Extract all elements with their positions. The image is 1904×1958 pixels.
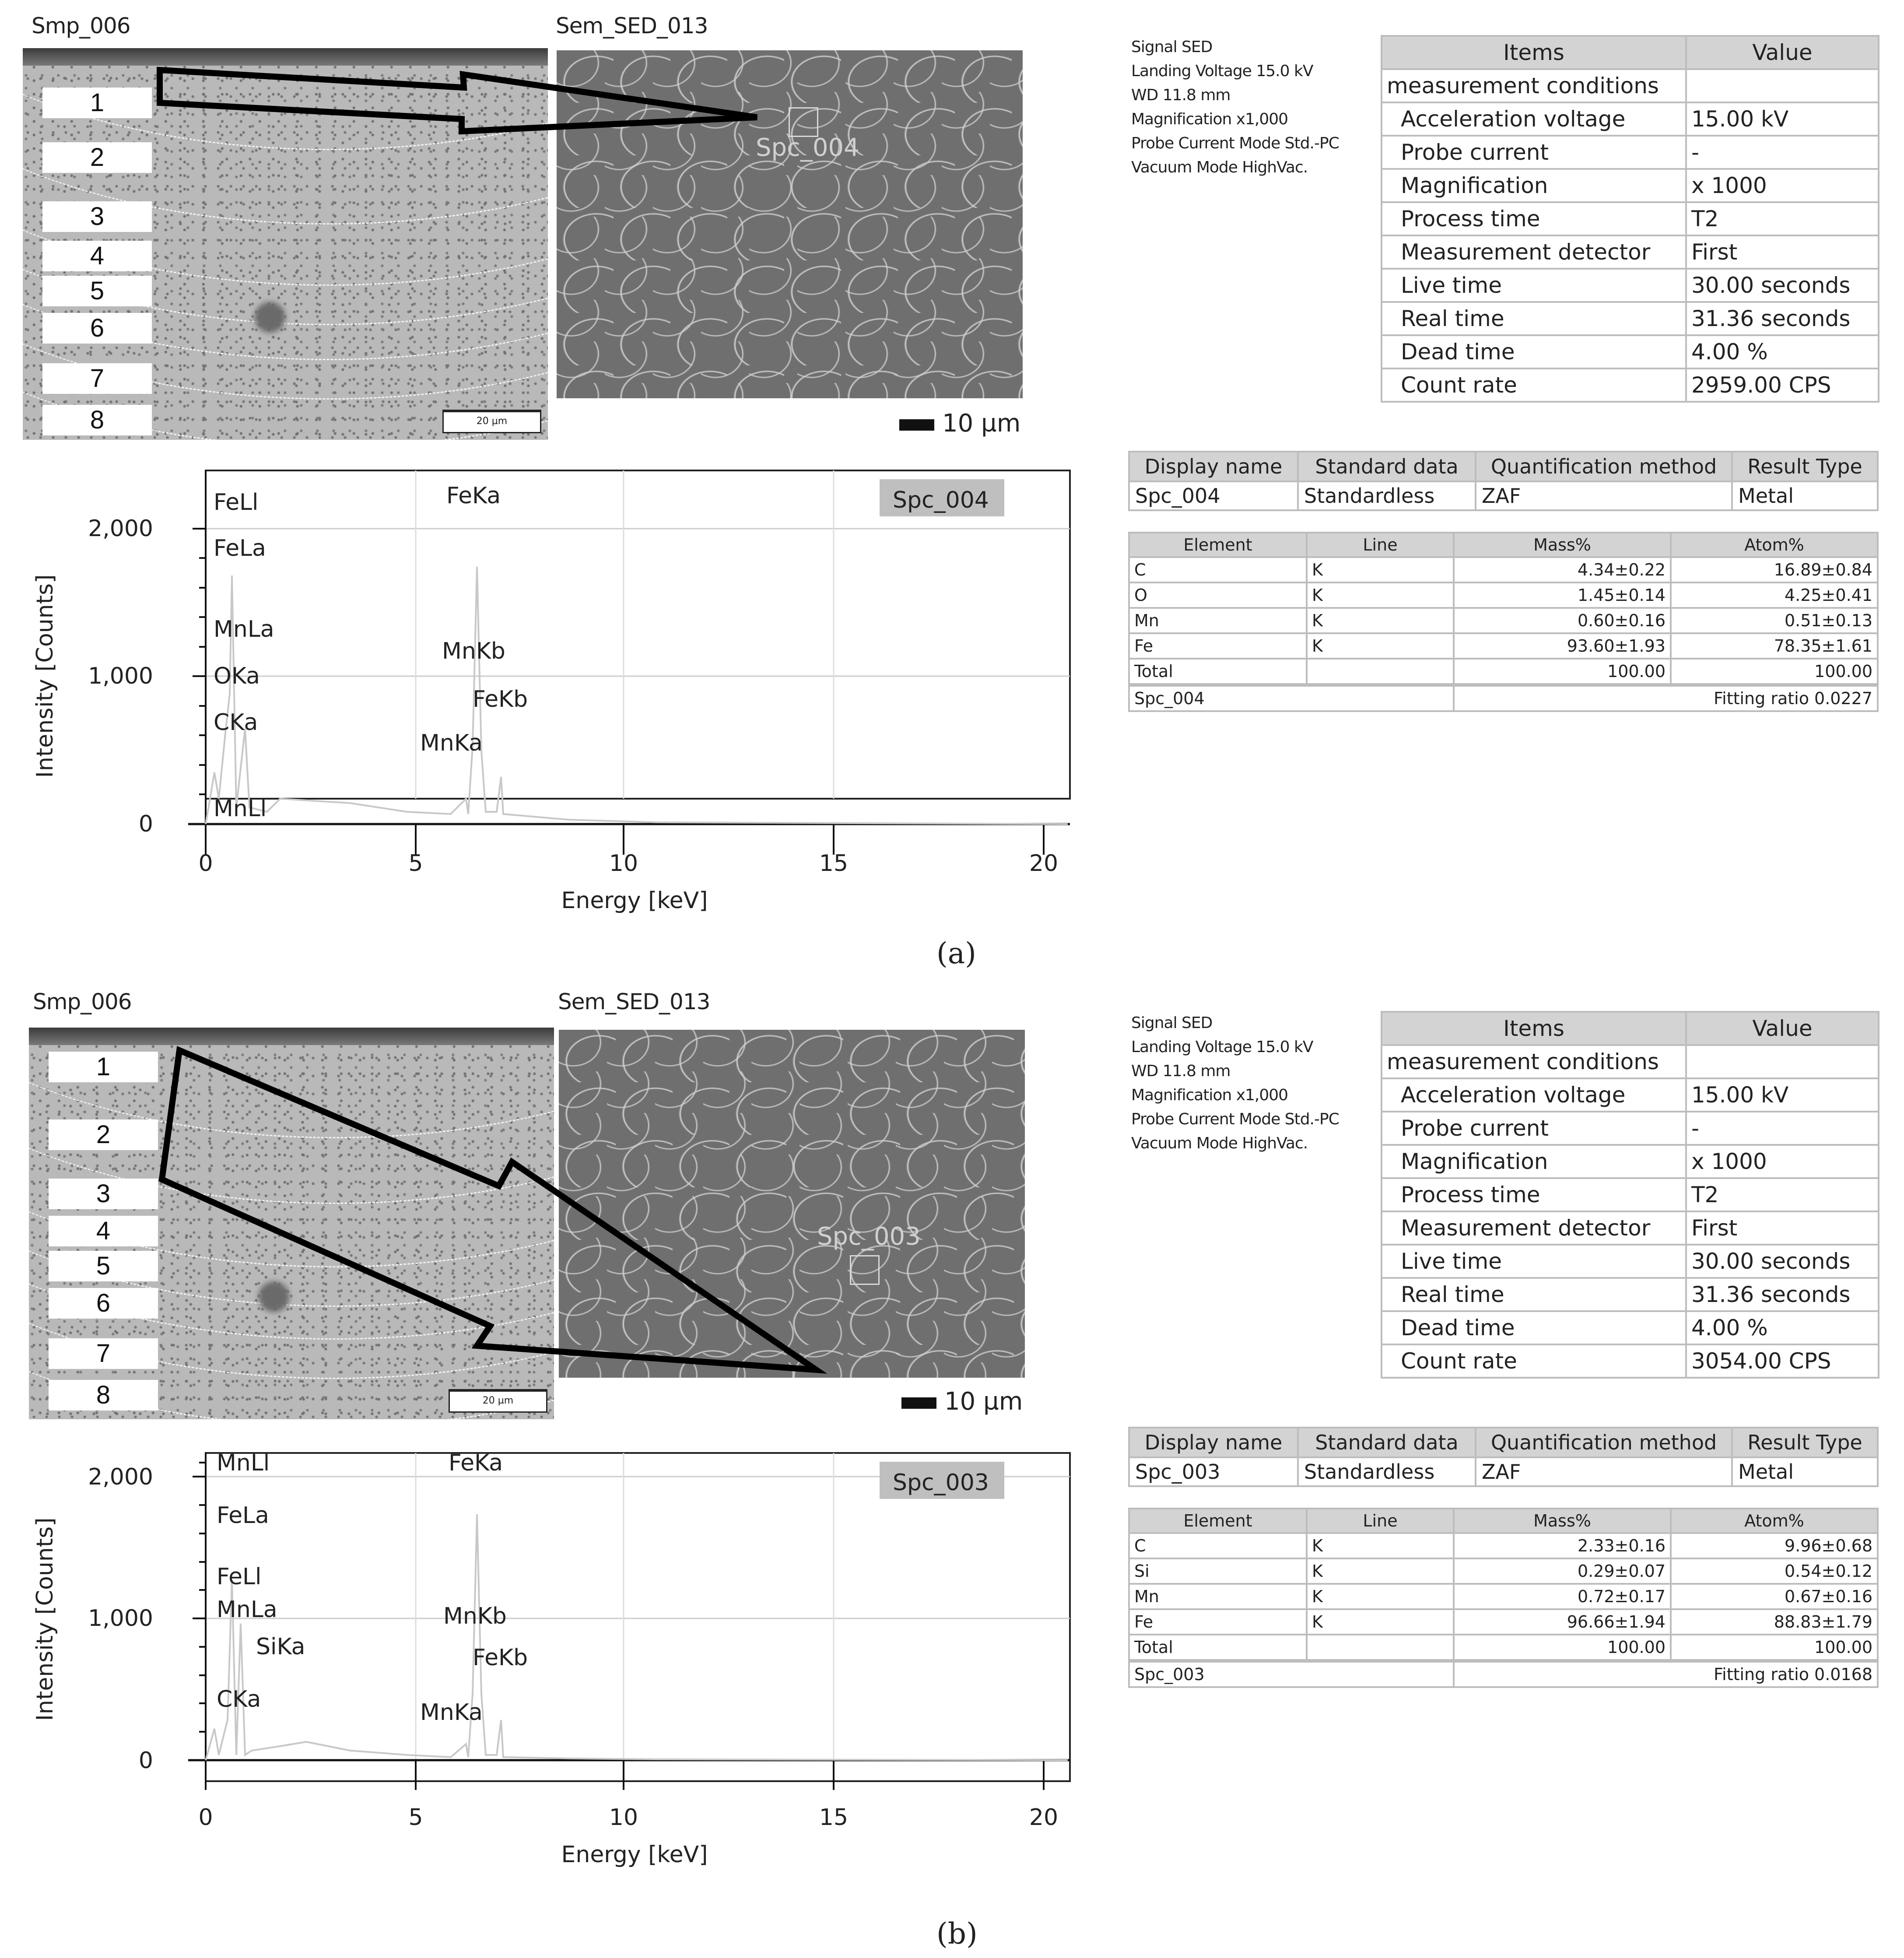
- svg-text:CKa: CKa: [217, 1686, 261, 1712]
- arrow-icon: [0, 0, 1072, 460]
- svg-text:MnLa: MnLa: [214, 616, 274, 642]
- scale-bar-20um: 20 µm: [449, 1389, 547, 1413]
- spectrum-chart: [0, 1449, 1072, 1908]
- caption: (b): [936, 1917, 978, 1951]
- table-row: Fe K 96.66±1.94 88.83±1.79: [1129, 1609, 1878, 1635]
- zone-label: 1: [49, 1052, 158, 1082]
- display-table: Display name Standard data Quantification method Result Type Spc_003 Standardless ZAF Metal: [1128, 1427, 1879, 1487]
- sample-label: Smp_006: [33, 989, 132, 1014]
- svg-text:Intensity [Counts]: Intensity [Counts]: [32, 574, 58, 778]
- table-row: Fe K 93.60±1.93 78.35±1.61: [1129, 633, 1878, 659]
- zone-label: 2: [42, 142, 152, 173]
- legend-label: Spc_004: [893, 487, 989, 513]
- svg-text:2,000: 2,000: [88, 1464, 153, 1490]
- svg-text:Energy [keV]: Energy [keV]: [561, 888, 708, 914]
- svg-text:MnLa: MnLa: [217, 1597, 277, 1623]
- svg-text:0: 0: [138, 1747, 153, 1774]
- table-row: O K 1.45±0.14 4.25±0.41: [1129, 582, 1878, 608]
- zone-label: 7: [42, 363, 152, 394]
- zone-label: 4: [42, 241, 152, 271]
- acquisition-params: Signal SED Landing Voltage 15.0 kV WD 11.8 mm Magnification x1,000 Probe Current Mode Std.-PC Vacuum Mode HighVac.: [1131, 1014, 1339, 1152]
- legend-label: Spc_003: [893, 1470, 989, 1496]
- spectrum-chart: [0, 466, 1072, 926]
- svg-text:1,000: 1,000: [88, 663, 153, 689]
- svg-text:FeLa: FeLa: [217, 1502, 269, 1529]
- svg-text:0: 0: [198, 1804, 213, 1831]
- scale-bar-10um: 10 µm: [899, 409, 1020, 438]
- zone-label: 2: [49, 1119, 158, 1150]
- zone-label: 6: [49, 1288, 158, 1319]
- conditions-table: Items Value measurement conditions Acceleration voltage 15.00 kV Probe current - Magnification x 1000 Process time T2 Measurement detector First Live time 30.00 seconds Real time 31.36 seconds Dead time 4.00 % Count rate 3054.00 CPS: [1381, 1011, 1879, 1379]
- svg-text:20: 20: [1029, 1804, 1059, 1831]
- svg-text:MnKb: MnKb: [442, 638, 505, 664]
- svg-text:FeLl: FeLl: [214, 489, 259, 516]
- table-row: C K 2.33±0.16 9.96±0.68: [1129, 1533, 1878, 1558]
- panel-b: [0, 976, 1904, 1955]
- svg-text:10: 10: [609, 1804, 638, 1831]
- table-row: Mn K 0.60±0.16 0.51±0.13: [1129, 608, 1878, 633]
- spot-label: Spc_004: [756, 133, 859, 162]
- svg-text:MnLl: MnLl: [214, 796, 267, 822]
- svg-text:0: 0: [198, 850, 213, 877]
- svg-text:FeKb: FeKb: [473, 1645, 528, 1671]
- table-row: Total 100.00 100.00: [1129, 1635, 1878, 1661]
- sem-label: Sem_SED_013: [556, 13, 708, 39]
- table-row: Si K 0.29±0.07 0.54±0.12: [1129, 1558, 1878, 1584]
- zone-label: 3: [49, 1179, 158, 1209]
- table-row: Mn K 0.72±0.17 0.67±0.16: [1129, 1584, 1878, 1609]
- sample-label: Smp_006: [32, 13, 130, 39]
- svg-text:5: 5: [408, 1804, 423, 1831]
- svg-text:MnKa: MnKa: [420, 730, 483, 756]
- zone-label: 1: [42, 88, 152, 118]
- svg-text:1,000: 1,000: [88, 1605, 153, 1632]
- svg-text:Intensity [Counts]: Intensity [Counts]: [32, 1517, 58, 1721]
- zone-label: 7: [49, 1338, 158, 1369]
- svg-text:20: 20: [1029, 850, 1059, 877]
- svg-text:15: 15: [819, 1804, 849, 1831]
- svg-text:MnLl: MnLl: [217, 1450, 270, 1476]
- svg-text:Energy [keV]: Energy [keV]: [561, 1842, 708, 1868]
- svg-text:FeKb: FeKb: [473, 686, 528, 712]
- conditions-table: Items Value measurement conditions Acceleration voltage 15.00 kV Probe current - Magnification x 1000 Process time T2 Measurement detector First Live time 30.00 seconds Real time 31.36 seconds Dead time 4.00 % Count rate 2959.00 CPS: [1381, 35, 1879, 403]
- zone-label: 5: [49, 1251, 158, 1281]
- svg-text:2,000: 2,000: [88, 516, 153, 542]
- results-table: Element Line Mass% Atom% C K 2.33±0.16 9.96±0.68 Si K 0.29±0.07 0.54±0.12 Mn K 0.72±0.17 0.67±0.16 Fe K 96.66±1.94 88.83±1.79 Total 100.00 100.00 Spc_003 Fitting ratio 0.0168: [1128, 1508, 1879, 1688]
- svg-text:MnKb: MnKb: [443, 1603, 507, 1629]
- svg-text:FeLa: FeLa: [214, 535, 266, 561]
- table-row: Total 100.00 100.00: [1129, 659, 1878, 685]
- svg-text:0: 0: [138, 811, 153, 837]
- sem-label: Sem_SED_013: [558, 989, 710, 1014]
- svg-text:FeKa: FeKa: [449, 1450, 503, 1476]
- zone-label: 4: [49, 1216, 158, 1246]
- svg-text:CKa: CKa: [214, 709, 258, 736]
- caption: (a): [936, 937, 976, 970]
- zone-label: 8: [49, 1380, 158, 1411]
- results-table: Element Line Mass% Atom% C K 4.34±0.22 16.89±0.84 O K 1.45±0.14 4.25±0.41 Mn K 0.60±0.16 0.51±0.13 Fe K 93.60±1.93 78.35±1.61 Total 100.00 100.00 Spc_004 Fitting ratio 0.0227: [1128, 532, 1879, 712]
- svg-text:SiKa: SiKa: [256, 1634, 305, 1660]
- scale-bar-20um: 20 µm: [442, 410, 541, 433]
- svg-text:FeLl: FeLl: [217, 1564, 262, 1590]
- display-table: Display name Standard data Quantification method Result Type Spc_004 Standardless ZAF Metal: [1128, 451, 1879, 511]
- svg-text:MnKa: MnKa: [420, 1699, 483, 1726]
- arrow-icon: [0, 976, 1072, 1435]
- zone-label: 5: [42, 276, 152, 306]
- table-row: C K 4.34±0.22 16.89±0.84: [1129, 557, 1878, 582]
- scale-bar-10um: 10 µm: [901, 1387, 1023, 1416]
- svg-text:15: 15: [819, 850, 849, 877]
- svg-text:5: 5: [408, 850, 423, 877]
- zone-label: 6: [42, 313, 152, 344]
- zone-label: 8: [42, 405, 152, 435]
- zone-label: 3: [42, 201, 152, 232]
- svg-text:10: 10: [609, 850, 638, 877]
- svg-text:FeKa: FeKa: [446, 483, 501, 509]
- spot-label: Spc_003: [817, 1222, 921, 1251]
- acquisition-params: Signal SED Landing Voltage 15.0 kV WD 11.8 mm Magnification x1,000 Probe Current Mode Std.-PC Vacuum Mode HighVac.: [1131, 38, 1339, 176]
- svg-text:OKa: OKa: [214, 663, 260, 689]
